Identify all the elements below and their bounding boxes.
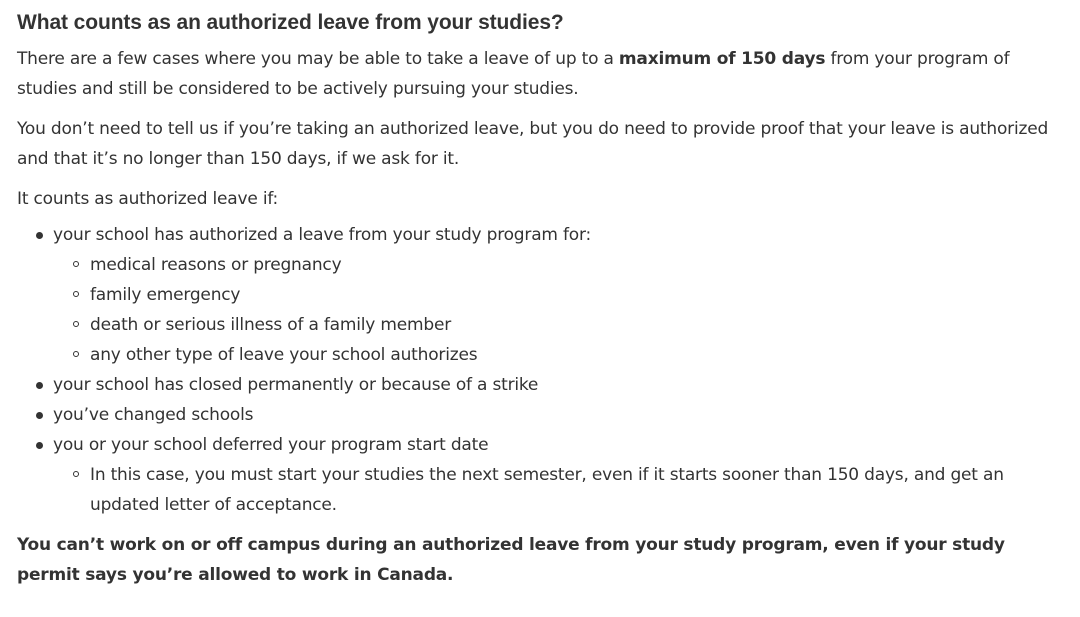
sub-list-item-text: In this case, you must start your studies the next semester, even if it starts sooner than 150 days, and get an updated letter of acceptance. xyxy=(90,465,1004,515)
work-restriction-note: You can’t work on or off campus during an authorized leave from your study program, even if your study permit says you’re allowed to work in Canada. xyxy=(17,535,1005,585)
circle-bullet-icon xyxy=(73,261,79,267)
list-item-text: you or your school deferred your program start date xyxy=(53,435,489,455)
list-item-text: you’ve changed schools xyxy=(53,405,254,425)
section-heading: What counts as an authorized leave from your studies? xyxy=(17,11,564,34)
sub-list-item xyxy=(53,250,1057,280)
intro-text-after: from your program of studies and still be considered to be actively pursuing your studies. xyxy=(17,49,1010,99)
circle-bullet-icon xyxy=(73,291,79,297)
sub-list-item-text: medical reasons or pregnancy xyxy=(90,255,342,275)
authorized-leave-list xyxy=(17,220,1057,520)
sub-list-item-text: death or serious illness of a family member xyxy=(90,315,451,335)
list-item xyxy=(17,220,1057,370)
circle-bullet-icon xyxy=(73,471,79,477)
intro-text-before: There are a few cases where you may be able to take a leave of up to a xyxy=(17,49,619,69)
sub-list xyxy=(53,250,1057,370)
sub-list-item xyxy=(53,280,1057,310)
sub-list-item xyxy=(53,460,1057,520)
list-item xyxy=(17,400,1057,430)
bullet-icon xyxy=(36,382,43,389)
list-item-text: your school has authorized a leave from your study program for: xyxy=(53,225,591,245)
sub-list-item-text: any other type of leave your school authorizes xyxy=(90,345,478,365)
list-item xyxy=(17,430,1057,520)
proof-paragraph: You don’t need to tell us if you’re taking an authorized leave, but you do need to provide proof that your leave is authorized and that it’s no longer than 150 days, if we ask for it. xyxy=(17,119,1049,169)
max-days-emphasis: maximum of 150 days xyxy=(618,49,826,69)
list-item xyxy=(17,370,1057,400)
sub-list-item xyxy=(53,310,1057,340)
bullet-icon xyxy=(36,442,43,449)
intro-paragraph xyxy=(17,44,1057,104)
sub-list xyxy=(53,460,1057,520)
criteria-intro: It counts as authorized leave if: xyxy=(17,189,279,209)
bullet-icon xyxy=(36,412,43,419)
bullet-icon xyxy=(36,232,43,239)
sub-list-item xyxy=(53,340,1057,370)
sub-list-item-text: family emergency xyxy=(90,285,241,305)
list-item-text: your school has closed permanently or because of a strike xyxy=(53,375,539,395)
circle-bullet-icon xyxy=(73,351,79,357)
circle-bullet-icon xyxy=(73,321,79,327)
